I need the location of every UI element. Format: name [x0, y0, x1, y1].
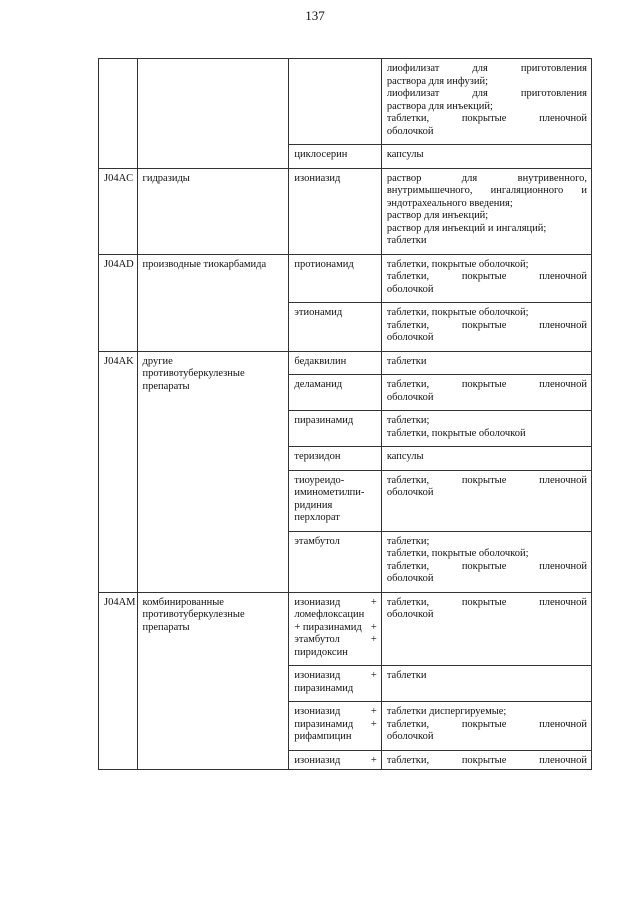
atc-code-cell: J04AK — [99, 351, 138, 592]
group-cell — [137, 59, 289, 169]
dosage-form-cell — [381, 750, 591, 770]
form-line: таблетки, покрытые пленочной — [386, 754, 587, 766]
drug-name-cell: теризидон — [289, 447, 381, 471]
name-line — [294, 597, 376, 610]
dosage-form-cell: таблетки — [381, 666, 591, 702]
dosage-form-cell — [381, 59, 591, 145]
drug-name-cell — [289, 59, 381, 145]
atc-code-cell — [99, 59, 138, 169]
name-line — [294, 647, 376, 660]
form-line: оболочкой — [386, 332, 434, 343]
form-line: оболочкой — [386, 609, 434, 620]
group-cell: производные тиокарбамида — [137, 254, 289, 351]
dosage-form-cell: капсулы — [381, 145, 591, 169]
drug-table — [98, 58, 592, 770]
plus-sign: + — [370, 754, 377, 766]
group-line: комбинированные — [142, 596, 224, 608]
name-line — [294, 609, 376, 622]
form-line: оболочкой — [386, 391, 434, 403]
form-line: таблетки, покрытые пленочной — [386, 474, 587, 486]
table-row — [99, 59, 592, 145]
form-line: таблетки, покрытые пленочной — [386, 271, 587, 282]
drug-name-cell — [289, 470, 381, 531]
plus-sign: + — [370, 706, 377, 717]
drug-name-cell: этамбутол — [289, 531, 381, 592]
dosage-form-cell — [381, 592, 591, 666]
form-line: таблетки, покрытые пленочной — [386, 596, 587, 608]
group-cell: гидразиды — [137, 168, 289, 254]
form-line: таблетки, покрытые оболочкой; — [386, 307, 529, 318]
dosage-form-cell — [381, 531, 591, 592]
drug-name-cell: протионамид — [289, 254, 381, 303]
form-line: таблетки, покрытые оболочкой — [386, 427, 526, 439]
dosage-form-cell — [381, 303, 591, 352]
form-line: оболочкой — [386, 125, 434, 137]
plus-sign: + — [370, 670, 377, 681]
table-row — [99, 351, 592, 375]
form-line: раствор для инъекций и ингаляций; — [386, 222, 547, 234]
form-line: оболочкой — [386, 731, 434, 742]
group-cell — [137, 592, 289, 770]
form-line: таблетки, покрытые пленочной — [386, 113, 587, 124]
dosage-form-cell: таблетки — [381, 351, 591, 375]
group-cell — [137, 351, 289, 592]
form-line: таблетки, покрытые пленочной — [386, 379, 587, 390]
drug-name-cell: циклосерин — [289, 145, 381, 169]
name-line — [294, 706, 376, 719]
form-line: таблетки, покрытые пленочной — [386, 718, 587, 730]
name-line — [294, 634, 376, 647]
group-line: препараты — [142, 621, 190, 633]
drug-name-cell: этионамид — [289, 303, 381, 352]
form-line: внутримышечного, ингаляционного и — [386, 185, 587, 196]
name-text: изониазид — [294, 596, 341, 608]
drug-name-cell — [289, 750, 381, 770]
name-line: ридиния — [294, 499, 333, 511]
form-line: раствора для инфузий; — [386, 75, 489, 87]
name-line — [294, 622, 376, 635]
drug-name-cell — [289, 666, 381, 702]
plus-sign: + — [370, 596, 377, 608]
atc-code-cell: J04AC — [99, 168, 138, 254]
name-line — [294, 670, 376, 683]
name-text: этамбутол — [294, 634, 340, 645]
name-text: изониазид — [294, 670, 341, 681]
name-text: + пиразинамид — [294, 621, 362, 633]
form-line: таблетки диспергируемые; — [386, 706, 507, 717]
drug-name-cell: деламанид — [289, 375, 381, 411]
table-row — [99, 254, 592, 303]
name-line: тиоуреидо- — [294, 474, 345, 486]
plus-sign: + — [370, 621, 377, 633]
dosage-form-cell: капсулы — [381, 447, 591, 471]
form-line: лиофилизат для приготовления — [386, 63, 587, 74]
dosage-form-cell — [381, 411, 591, 447]
name-text: ломефлоксацин — [294, 609, 365, 620]
page-number: 137 — [305, 8, 325, 23]
form-line: лиофилизат для приготовления — [386, 88, 587, 99]
drug-name-cell: изониазид — [289, 168, 381, 254]
name-text: пиразинамид — [294, 682, 354, 694]
name-text: изониазид — [294, 706, 341, 717]
form-line: оболочкой — [386, 283, 434, 295]
form-line: раствора для инъекций; — [386, 100, 493, 112]
form-line: таблетки; — [386, 415, 430, 426]
group-line: противотуберкулезные — [142, 368, 245, 379]
drug-name-cell — [289, 592, 381, 666]
group-line: другие — [142, 355, 173, 367]
plus-sign: + — [370, 718, 377, 730]
name-text: изониазид — [294, 754, 341, 766]
name-line: иминометилпи- — [294, 487, 365, 498]
form-line: раствор для внутривенного, — [386, 172, 587, 184]
form-line: таблетки, покрытые оболочкой; — [386, 258, 529, 270]
dosage-form-cell — [381, 168, 591, 254]
form-line: оболочкой — [386, 573, 434, 584]
name-text: пиразинамид — [294, 718, 354, 730]
atc-code-cell: J04AM — [99, 592, 138, 770]
drug-name-cell — [289, 702, 381, 751]
name-text: рифампицин — [294, 731, 352, 742]
group-line: препараты — [142, 380, 190, 392]
plus-sign: + — [370, 634, 377, 645]
drug-name-cell: бедаквилин — [289, 351, 381, 375]
form-line: таблетки — [386, 235, 427, 246]
dosage-form-cell — [381, 254, 591, 303]
form-line: раствор для инъекций; — [386, 210, 489, 221]
name-line — [294, 683, 376, 696]
atc-code-cell: J04AD — [99, 254, 138, 351]
name-line — [294, 731, 376, 744]
dosage-form-cell — [381, 702, 591, 751]
name-line — [294, 719, 376, 732]
form-line: таблетки, покрытые оболочкой; — [386, 548, 529, 559]
form-line: таблетки, покрытые пленочной — [386, 319, 587, 331]
dosage-form-cell — [381, 470, 591, 531]
dosage-form-cell — [381, 375, 591, 411]
group-line: противотуберкулезные — [142, 609, 245, 620]
name-text: пиридоксин — [294, 646, 348, 658]
table-row — [99, 168, 592, 254]
form-line: оболочкой — [386, 487, 434, 498]
form-line: эндотрахеального введения; — [386, 197, 513, 209]
name-line: перхлорат — [294, 512, 340, 523]
name-line — [294, 755, 376, 768]
drug-name-cell: пиразинамид — [289, 411, 381, 447]
table-row — [99, 592, 592, 666]
form-line: таблетки, покрытые пленочной — [386, 560, 587, 572]
form-line: таблетки; — [386, 535, 430, 547]
